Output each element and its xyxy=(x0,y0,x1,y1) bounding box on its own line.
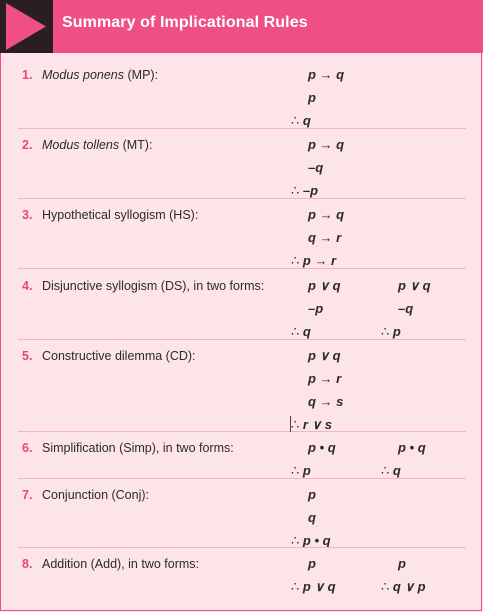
rule-name: Conjunction (Conj): xyxy=(42,488,149,502)
conclusion: ∴ p • q xyxy=(291,533,331,548)
rule-number: 1. xyxy=(22,68,33,82)
premise: p xyxy=(308,556,316,571)
rule-name: Disjunctive syllogism (DS), in two forms: xyxy=(42,279,265,293)
rule-divider xyxy=(18,339,466,340)
premise: p xyxy=(398,556,406,571)
premise: p • q xyxy=(308,440,336,455)
premise: p → q xyxy=(308,67,345,82)
rule-divider xyxy=(18,268,466,269)
rule-divider xyxy=(18,128,466,129)
rule-name: Modus tollens (MT): xyxy=(42,138,153,152)
rule-name: Simplification (Simp), in two forms: xyxy=(42,441,234,455)
rule-divider xyxy=(18,431,466,432)
premise: p → r xyxy=(308,371,342,386)
play-arrow-icon xyxy=(0,0,53,53)
premise: p → q xyxy=(308,137,345,152)
conclusion: ∴ r ∨ s xyxy=(291,417,332,432)
rule-name: Hypothetical syllogism (HS): xyxy=(42,208,199,222)
premise: p • q xyxy=(398,440,426,455)
rule-number: 5. xyxy=(22,349,33,363)
conclusion: ∴ p xyxy=(291,463,311,478)
rule-number: 3. xyxy=(22,208,33,222)
conclusion: ∴ q ∨ p xyxy=(381,579,426,594)
premise: p ∨ q xyxy=(308,278,341,293)
premise: p → q xyxy=(308,207,345,222)
rule-name: Modus ponens (MP): xyxy=(42,68,159,82)
rule-divider xyxy=(18,478,466,479)
rules-panel xyxy=(0,53,482,611)
rule-name: Constructive dilemma (CD): xyxy=(42,349,196,363)
premise: p xyxy=(308,90,316,105)
rule-name: Addition (Add), in two forms: xyxy=(42,557,200,571)
premise: p xyxy=(308,487,316,502)
conclusion: ∴ q xyxy=(291,324,311,339)
conclusion: ∴ p → r xyxy=(291,253,337,268)
rule-divider xyxy=(18,547,466,548)
rule-number: 4. xyxy=(22,279,33,293)
rule-number: 8. xyxy=(22,557,33,571)
conclusion: ∴ p xyxy=(381,324,401,339)
premise: –q xyxy=(398,301,414,316)
conclusion: ∴ q xyxy=(381,463,401,478)
premise: q → r xyxy=(308,230,342,245)
page-title: Summary of Implicational Rules xyxy=(62,14,308,31)
premise: –p xyxy=(308,301,324,316)
premise: p ∨ q xyxy=(308,348,341,363)
conclusion: ∴ –p xyxy=(291,183,319,198)
header-bar xyxy=(0,0,483,53)
premise: q → s xyxy=(308,394,344,409)
conclusion: ∴ q xyxy=(291,113,311,128)
rule-divider xyxy=(18,198,466,199)
rule-number: 2. xyxy=(22,138,33,152)
rule-number: 7. xyxy=(22,488,33,502)
conclusion: ∴ p ∨ q xyxy=(291,579,336,594)
premise: –q xyxy=(308,160,324,175)
premise: q xyxy=(308,510,316,525)
text-cursor xyxy=(290,416,291,432)
premise: p ∨ q xyxy=(398,278,431,293)
rule-number: 6. xyxy=(22,441,33,455)
